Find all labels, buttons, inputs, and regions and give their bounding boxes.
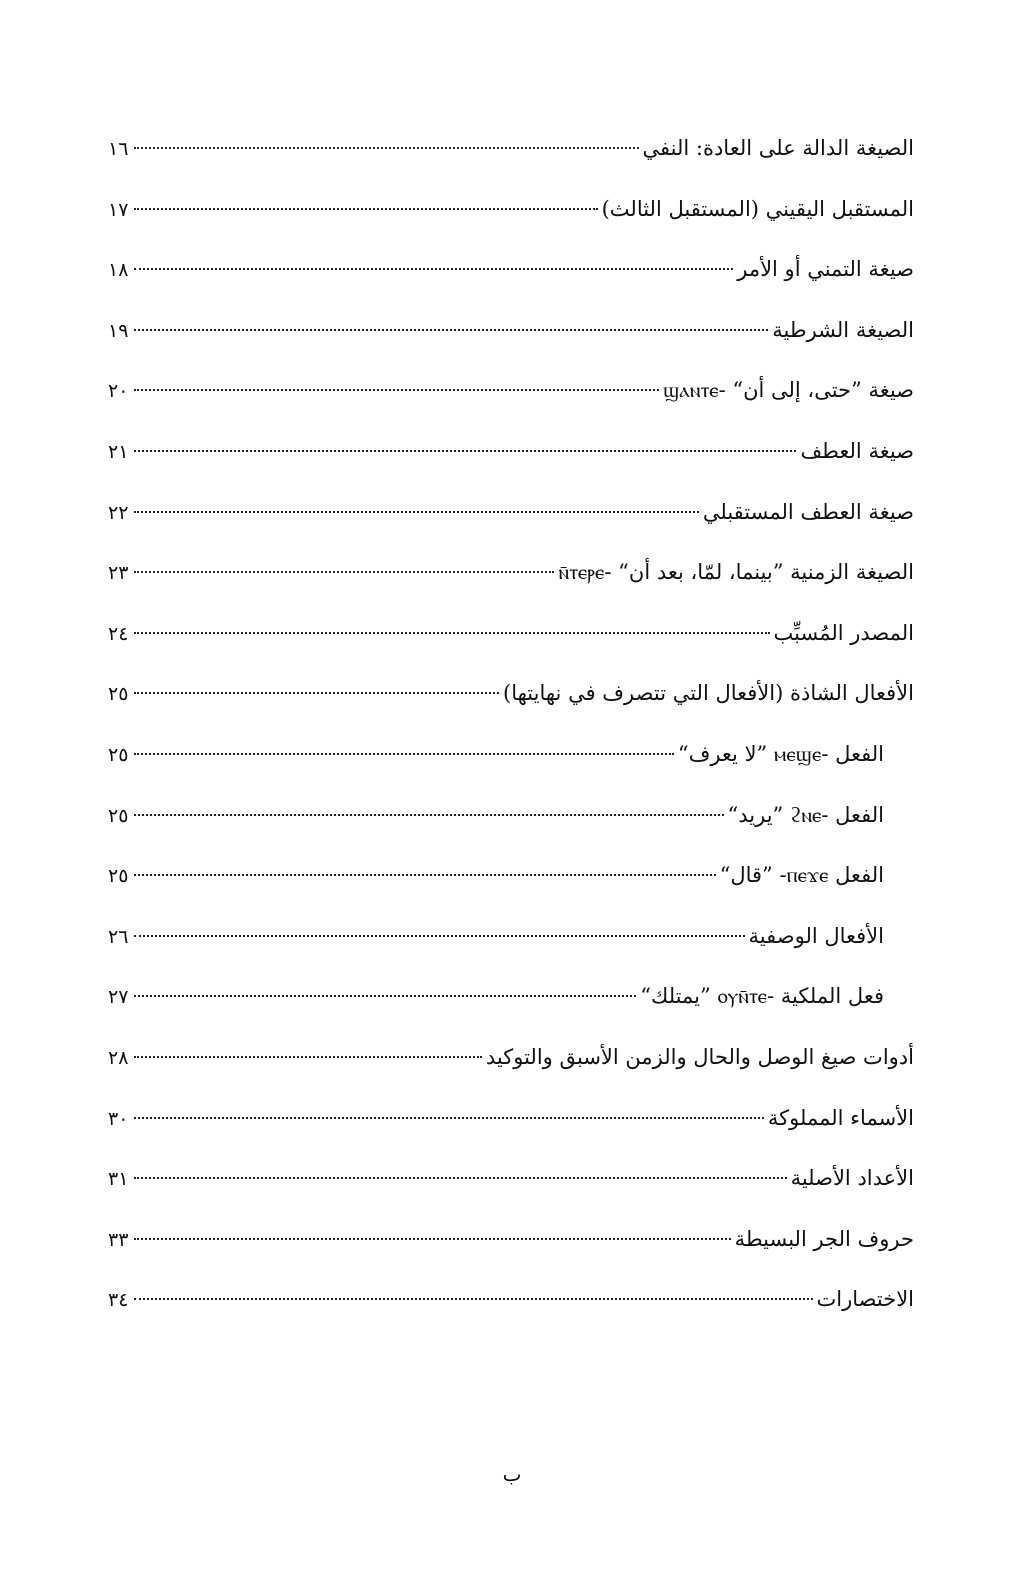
toc-entry-page: ٢٦ — [108, 925, 129, 948]
toc-entry-page: ٢٠ — [108, 380, 129, 403]
toc-entry — [108, 1148, 914, 1209]
dot-leader — [134, 450, 796, 452]
dot-leader — [134, 692, 499, 694]
dot-leader — [134, 1117, 764, 1119]
toc-entry — [108, 663, 914, 724]
toc-entry-page: ١٨ — [108, 259, 129, 282]
dot-leader — [134, 208, 598, 210]
toc-entry-title: الفعل -ϩⲛⲉ ”يريد“ — [727, 802, 884, 827]
toc-entry-title: صيغة التمني أو الأمر — [737, 257, 914, 282]
toc-entry-title: الصيغة الزمنية ”بينما، لمّا، بعد أن“ -ⲛ̄ⲧⲉⲣⲉ — [558, 560, 914, 585]
dot-leader — [134, 935, 745, 937]
dot-leader — [134, 329, 768, 331]
toc-subentry — [108, 906, 914, 967]
toc-entry-page: ٣٣ — [108, 1228, 129, 1251]
toc-entry — [108, 360, 914, 421]
toc-entry-title: الأعداد الأصلية — [790, 1166, 914, 1191]
toc-entry-title: الفعل ⲡⲉϫⲉ- ”قال“ — [719, 863, 884, 888]
toc-entry-title: الفعل -ⲙⲉϣⲉ ”لا يعرف“ — [677, 741, 884, 766]
page-number: ب — [502, 1462, 522, 1486]
dot-leader — [134, 753, 674, 755]
toc-entry-page: ٢١ — [108, 440, 129, 463]
dot-leader — [134, 874, 716, 876]
toc-entry — [108, 239, 914, 300]
toc-entry-page: ٢٤ — [108, 622, 129, 645]
toc-entry-title: صيغة ”حتى، إلى أن“ -ϣⲁⲛⲧⲉ — [663, 378, 914, 403]
toc-entry-title: الأفعال الوصفية — [748, 923, 884, 948]
dot-leader — [134, 814, 724, 816]
toc-subentry — [108, 966, 914, 1027]
toc-entry — [108, 482, 914, 543]
toc-entry-page: ٢٥ — [108, 804, 129, 827]
toc-entry-title: الأسماء المملوكة — [767, 1105, 914, 1130]
toc-entry — [108, 603, 914, 664]
table-of-contents — [108, 118, 914, 1330]
dot-leader — [134, 511, 699, 513]
toc-entry-page: ١٧ — [108, 198, 129, 221]
toc-entry — [108, 1269, 914, 1330]
toc-entry — [108, 1027, 914, 1088]
toc-subentry — [108, 845, 914, 906]
toc-entry-title: المستقبل اليقيني (المستقبل الثالث) — [601, 196, 914, 221]
toc-entry-title: الاختصارات — [816, 1287, 914, 1312]
toc-entry-page: ٢٧ — [108, 986, 129, 1009]
toc-entry-page: ١٦ — [108, 138, 129, 160]
toc-entry — [108, 1088, 914, 1149]
toc-entry-page: ٢٢ — [108, 501, 129, 524]
toc-entry-page: ٣٤ — [108, 1289, 129, 1312]
toc-entry — [108, 542, 914, 603]
dot-leader — [134, 571, 554, 573]
toc-entry-title: الصيغة الشرطية — [772, 317, 914, 342]
toc-entry — [108, 1209, 914, 1270]
toc-entry-title: حروف الجر البسيطة — [734, 1226, 914, 1251]
dot-leader — [134, 632, 770, 634]
toc-entry-title: أدوات صيغ الوصل والحال والزمن الأسبق والتوكيد — [485, 1044, 914, 1069]
dot-leader — [134, 1238, 731, 1240]
dot-leader — [134, 1056, 482, 1058]
toc-entry — [108, 179, 914, 240]
toc-subentry — [108, 785, 914, 846]
dot-leader — [134, 268, 733, 270]
toc-entry-page: ٢٥ — [108, 683, 129, 706]
toc-entry — [108, 118, 914, 179]
toc-entry-page: ٢٥ — [108, 865, 129, 888]
toc-entry-page: ١٩ — [108, 319, 129, 342]
toc-entry-title: الأفعال الشاذة (الأفعال التي تتصرف في نهايتها) — [503, 681, 914, 706]
toc-entry-title: المصدر المُسبِّب — [773, 620, 914, 645]
toc-entry-page: ٢٨ — [108, 1046, 129, 1069]
toc-subentry — [108, 724, 914, 785]
toc-entry-page: ٣٠ — [108, 1107, 129, 1130]
toc-entry-title: فعل الملكية -ⲟⲩⲛ̄ⲧⲉ ”يمتلك“ — [640, 984, 884, 1009]
toc-entry-page: ٢٣ — [108, 562, 129, 585]
toc-entry-page: ٣١ — [108, 1168, 129, 1191]
toc-entry — [108, 421, 914, 482]
toc-entry-title: الصيغة الدالة على العادة: النفي — [642, 136, 914, 160]
toc-entry-title: صيغة العطف — [800, 438, 914, 463]
toc-entry-title: صيغة العطف المستقبلي — [702, 499, 914, 524]
dot-leader — [134, 1298, 813, 1300]
dot-leader — [134, 389, 659, 391]
toc-entry-page: ٢٥ — [108, 743, 129, 766]
toc-entry — [108, 300, 914, 361]
dot-leader — [134, 1177, 787, 1179]
dot-leader — [134, 147, 639, 149]
dot-leader — [134, 995, 636, 997]
